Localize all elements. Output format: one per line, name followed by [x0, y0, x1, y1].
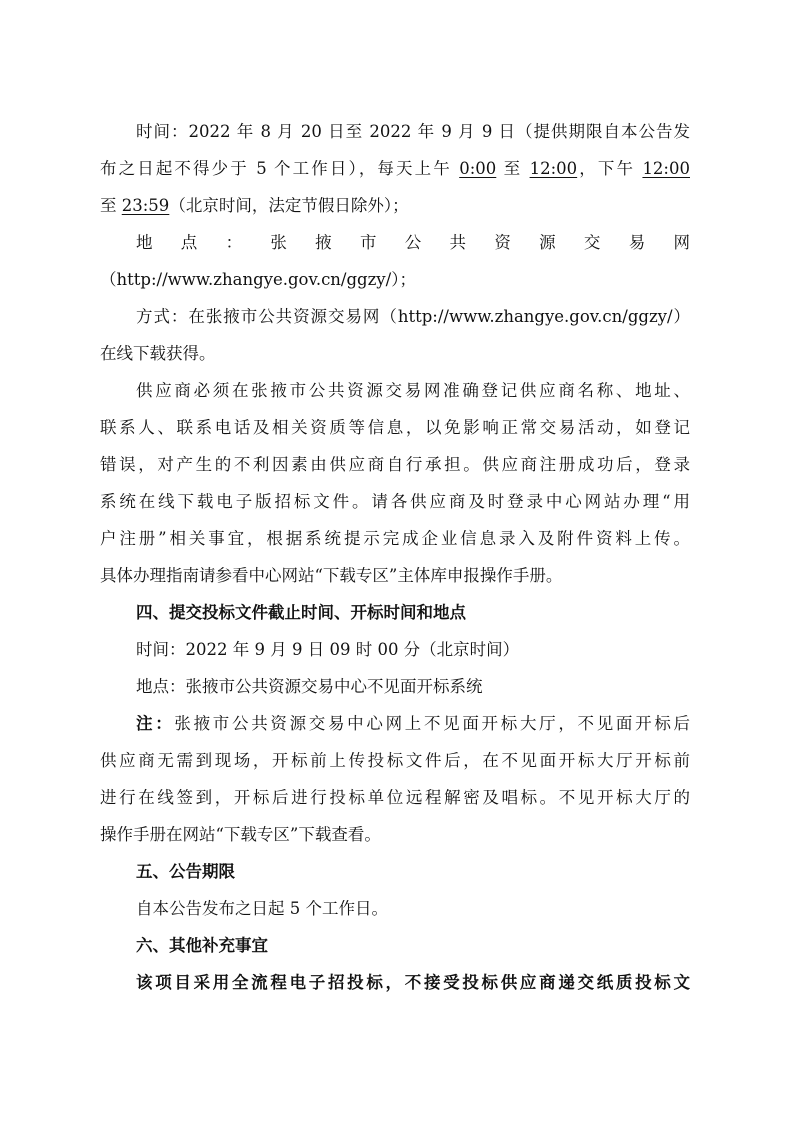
- section-4-place: 地点：张掖市公共资源交易中心不见面开标系统: [136, 677, 483, 696]
- section-4-note-line-4: 操作手册在网站“下载专区”下载查看。: [100, 825, 381, 844]
- time-am-start: 0:00: [459, 159, 497, 178]
- time-am-end: 12:00: [529, 159, 578, 178]
- section-5-body: 自本公告发布之日起 5 个工作日。: [136, 899, 388, 918]
- supplier-line-3: 错误，对产生的不利因素由供应商自行承担。供应商注册成功后，登录: [100, 455, 690, 474]
- time-pm-start: 12:00: [642, 159, 690, 178]
- method-line-1: 方式：在张掖市公共资源交易网（http://www.zhangye.gov.cn/ggzy/）: [136, 307, 690, 326]
- time-line-3: [100, 196, 690, 216]
- section-4-note-line-1: [136, 714, 690, 734]
- section-4-note-line-2: 供应商无需到现场，开标前上传投标文件后，在不见面开标大厅开标前: [100, 751, 690, 770]
- time-line-2-mid1: 至: [496, 159, 530, 178]
- section-6-heading: 六、其他补充事宜: [136, 936, 268, 955]
- section-4-time: 时间：2022 年 9 月 9 日 09 时 00 分（北京时间）: [136, 640, 520, 659]
- section-5-heading: 五、公告期限: [136, 862, 235, 881]
- section-6-body: 该项目采用全流程电子招投标，不接受投标供应商递交纸质投标文: [136, 973, 690, 992]
- supplier-line-4: 系统在线下载电子版招标文件。请各供应商及时登录中心网站办理“用: [100, 492, 690, 511]
- place-line-1: 地 点 ： 张 掖 市 公 共 资 源 交 易 网: [136, 233, 690, 252]
- time-line-3-prefix: 至: [100, 196, 122, 215]
- supplier-line-1: 供应商必须在张掖市公共资源交易网准确登记供应商名称、地址、: [136, 381, 690, 400]
- time-line-1: 时间：2022 年 8 月 20 日至 2022 年 9 月 9 日（提供期限自本公告发: [136, 122, 690, 141]
- section-4-note-line-3: 进行在线签到，开标后进行投标单位远程解密及唱标。不见开标大厅的: [100, 788, 690, 807]
- section-4-heading: 四、提交投标文件截止时间、开标时间和地点: [136, 603, 466, 622]
- note-text-1: 张掖市公共资源交易中心网上不见面开标大厅，不见面开标后: [174, 714, 691, 733]
- supplier-line-6: 具体办理指南请参看中心网站“下载专区”主体库申报操作手册。: [100, 566, 563, 585]
- method-line-2: 在线下载获得。: [100, 344, 216, 363]
- time-pm-end: 23:59: [121, 196, 170, 215]
- supplier-line-5: 户注册”相关事宜，根据系统提示完成企业信息录入及附件资料上传。: [100, 529, 690, 548]
- supplier-line-2: 联系人、联系电话及相关资质等信息，以免影响正常交易活动，如登记: [100, 418, 690, 437]
- time-line-2: [100, 159, 690, 179]
- place-line-2: （http://www.zhangye.gov.cn/ggzy/）；: [100, 270, 416, 289]
- time-line-3-suffix: （北京时间，法定节假日除外）；: [169, 196, 409, 215]
- note-label: 注：: [136, 714, 175, 733]
- time-line-2-mid2: ，下午: [577, 159, 643, 178]
- time-line-2-text: 布之日起不得少于 5 个工作日），每天上午: [100, 159, 460, 178]
